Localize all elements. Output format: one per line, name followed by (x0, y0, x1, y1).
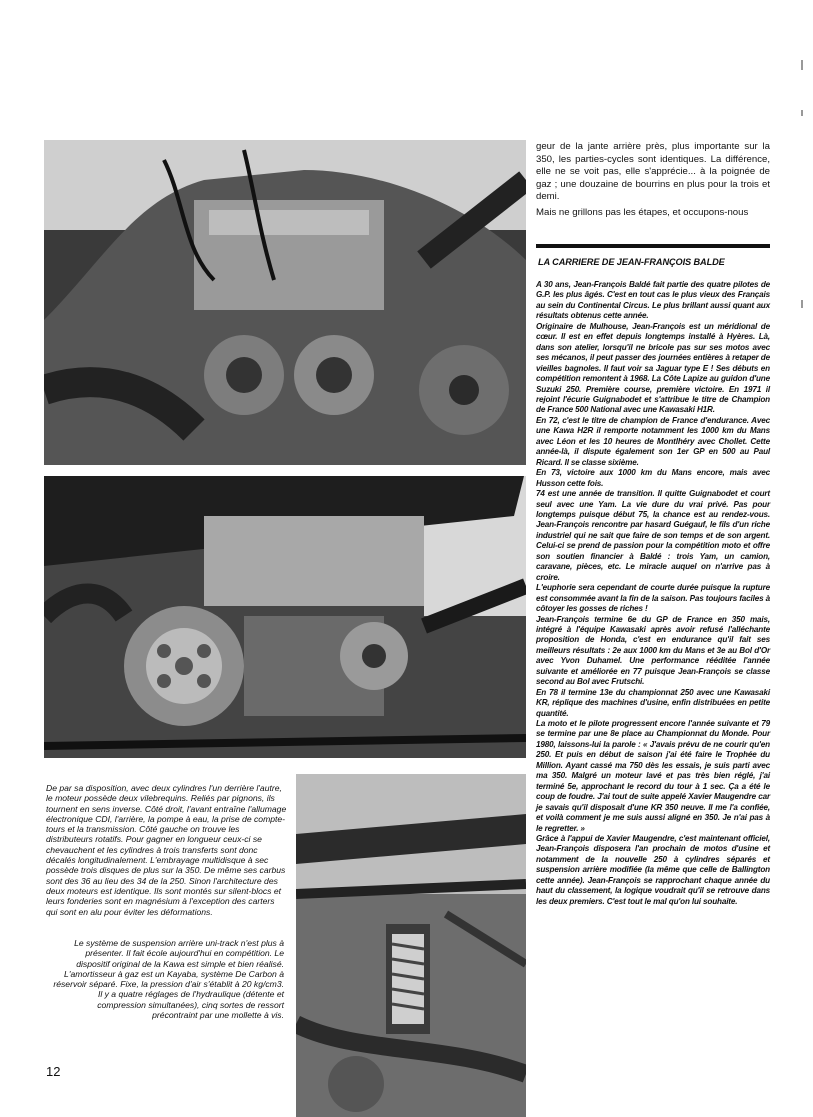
caption-suspension: Le système de suspension arrière uni-track n'est plus à présenter. Il fait école aujourd'hui en compétition. Le dispositif original de la Kawa est simple et bien réalisé. L'amortisseur à gaz est un Kayaba, système De Carbon à réservoir séparé. Fixe, la pression d'air s'établit à 20 kg/cm3. Il y a quatre réglages de l'hydraulique (détente et compression simultanées), cinq sortes de ressort précontraint par une mollette à vis. (53, 938, 284, 1021)
photo-engine-clutch-side (44, 476, 526, 758)
photo-rear-suspension (296, 774, 526, 1117)
article-continuation (536, 141, 770, 223)
sidebar-paragraph: Grâce à l'appui de Xavier Maugendre, c'est maintenant officiel, Jean-François disposera l'an prochain de motos d'usine et notamment de la nouvelle 250 à cylindres séparés et suspension arrière modifiée (la même que celle de Ballington cette année). Jean-François se rapprochant chaque année du haut du classement, la logique voudrait qu'il se retrouve dans les deux premiers. C'est tout le mal qu'on lui souhaite. (536, 834, 770, 906)
page-number: 12 (46, 1064, 61, 1079)
sidebar-body (536, 280, 770, 907)
scan-mark (801, 110, 803, 116)
intro-paragraph: Mais ne grillons pas les étapes, et occupons-nous (536, 206, 749, 218)
photo-engine-carburetors (44, 140, 526, 465)
sidebar-paragraph: En 73, victoire aux 1000 km du Mans encore, mais avec Husson cette fois. (536, 468, 770, 488)
scan-mark (801, 60, 803, 70)
sidebar-paragraph: Jean-François termine 6e du GP de France en 350 mais, intégré à l'équipe Kawasaki après avoir refusé l'alléchante proposition de Honda, c'est en endurance qu'il fait ses meilleurs résultats : 2e aux 1000 km du Mans et 3e au Bol d'Or avec Yvon Duhamel. Une performance rééditée l'année suivante et améliorée en 77 puisque Jean-François se classe second au Bol avec Frutschi. (536, 614, 770, 687)
sidebar-paragraph: 74 est une année de transition. Il quitte Guignabodet et court seul avec une Yam. La vie dure du vrai privé. Pas pour longtemps puisque début 75, la chance est au rendez-vous. Jean-François rencontre par hasard Guégauf, le fils d'un riche industriel qui ne sait que faire de son temps et de son argent. Celui-ci se prend de passion pour la compétition moto et offre son soutien financier à Baldé : trois Yam, un camion, caravane, pièces, etc. Le miracle auquel on n'arrive pas à croire. (536, 489, 770, 582)
sidebar-title: LA CARRIERE DE JEAN-FRANÇOIS BALDE (538, 257, 725, 267)
sidebar-paragraph: En 72, c'est le titre de champion de France d'endurance. Avec une Kawa H2R il remporte notamment les 1000 km du Mans avec Léon et les 10 heures de Montlhéry avec Chollet. Cette année-là, il dispute également son 1er GP en 500 au Paul Ricard. Il se classe sixième. (536, 415, 770, 467)
sidebar-paragraph: La moto et le pilote progressent encore l'année suivante et 79 se termine par une 8e place au Championnat du Monde. Pour 1980, laissons-lui la parole : « J'avais prévu de ne courir qu'en 250. Et puis en début de saison j'ai été faire le Trophée du Million. Ayant cassé ma 750 dès les essais, je suis parti avec ma 350. Malgré un moteur lavé et pas très bien réglé, j'ai terminé 5e, approchant le record du tour à 1 sec. Ça a été le coup de foudre. J'ai tout de suite appelé Xavier Maugendre car je savais qu'il disposait d'une KR 350 neuve. Il me l'a confiée, et voilà comment je me suis aussi aligné en 350. Je n'ai pas à le regretter. » (536, 719, 770, 833)
sidebar-paragraph: Originaire de Mulhouse, Jean-François est un méridional de cœur. Il est en effet depuis longtemps installé à Hyères. Là, dans son atelier, lorsqu'il ne bricole pas sur ses motos avec ses mécanos, il peut passer des journées entières à retaper de vieilles bagnoles. Il faut voir sa Jaguar type E ! Ses débuts en compétition remontent à 1968. La Côte Lapize au guidon d'une Suzuki 250. Première course, première victoire. En 1971 il rejoint l'écurie Guignabodet et s'attribue le titre de Champion de France 500 National avec une Kawasaki H1R. (536, 321, 770, 415)
sidebar-paragraph: L'euphorie sera cependant de courte durée puisque la rupture est consommée avant la fin de la saison. Pas toujours faciles à côtoyer les gosses de riches ! (536, 583, 770, 614)
sidebar-divider (536, 244, 770, 248)
caption-engine: De par sa disposition, avec deux cylindres l'un derrière l'autre, le moteur possède deux vilebrequins. Reliés par pignons, ils tournent en sens inverse. Côté droit, l'avant entraîne l'allumage électronique CDI, l'arrière, la pompe à eau, la prise de compte-tours et la transmission. Côté gauche on trouve les distributeurs rotatifs. Pour gagner en longueur ceux-ci se chevauchent et les cylindres à trois transferts sont donc décalés longitudinalement. L'embrayage multidisque à sec possède trois disques de plus sur la 350. De même ses carbus sont des 36 au lieu des 34 de la 250. Sinon l'architecture des deux moteurs est identique. Ils sont montés sur silent-blocs et leurs fonderies sont en magnésium à l'exception des carters qui sont en alu pour éviter les déformations. (46, 783, 287, 917)
sidebar-paragraph: A 30 ans, Jean-François Baldé fait partie des quatre pilotes de G.P. les plus âgés. C'est en tout cas le plus vieux des Français au sein du Continental Circus. Le plus brillant aussi quant aux résultats obtenus cette année. (536, 280, 770, 321)
scan-mark (801, 300, 803, 308)
intro-paragraph: geur de la jante arrière près, plus importante sur la 350, les parties-cycles sont identiques. La différence, elle ne se voit pas, elle s'apprécie... à la poignée de gaz ; une douzaine de bourrins en plus pour la trois et demi. (536, 141, 770, 203)
sidebar-paragraph: En 78 il termine 13e du championnat 250 avec une Kawasaki KR, réplique des machines d'usine, enfin distribuées en petite quantité. (536, 687, 770, 718)
